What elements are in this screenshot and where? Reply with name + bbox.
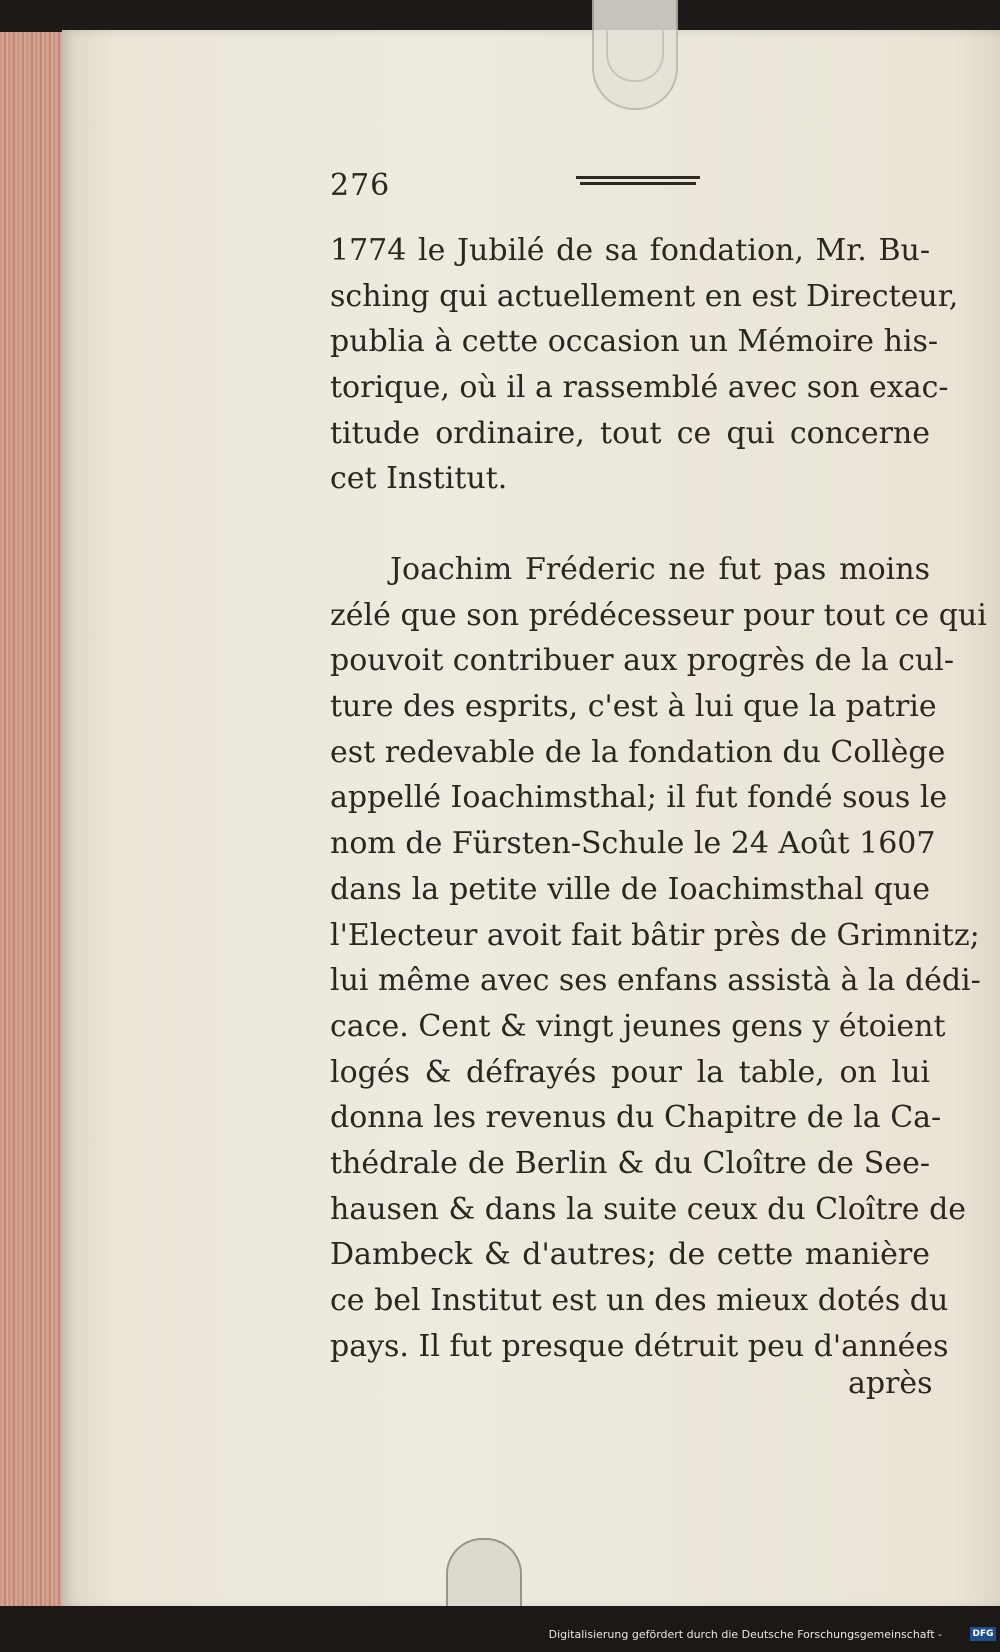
text-line: 1774 le Jubilé de sa fondation, Mr. Bu-	[330, 233, 930, 268]
text-line: ce bel Institut est un des mieux dotés du	[330, 1283, 949, 1318]
text-line: publia à cette occasion un Mémoire his-	[330, 324, 939, 360]
text-line: sching qui actuellement en est Directeur,	[330, 278, 959, 314]
scan-background-top	[0, 0, 1000, 32]
text-line: cace. Cent & vingt jeunes gens y étoient	[330, 1008, 946, 1044]
text-line: ture des esprits, c'est à lui que la patrie	[330, 689, 937, 725]
text-line: appellé Ioachimsthal; il fut fondé sous le	[330, 780, 948, 816]
text-line: pays. Il fut presque détruit peu d'années	[330, 1328, 949, 1364]
text-line: thédrale de Berlin & du Cloître de See-	[330, 1145, 930, 1181]
text-line: dans la petite ville de Ioachimsthal que	[330, 871, 930, 907]
paragraph-1	[330, 228, 959, 502]
book-fore-edge	[0, 32, 66, 1606]
page-number: 276	[330, 168, 391, 203]
text-line: zélé que son prédécesseur pour tout ce qui	[330, 597, 987, 633]
text-line: Dambeck & d'autres; de cette manière	[330, 1237, 930, 1273]
text-line: logés & défrayés pour la table, on lui	[330, 1054, 930, 1090]
text-line: hausen & dans la suite ceux du Cloître de	[330, 1191, 967, 1227]
text-line: donna les revenus du Chapitre de la Ca-	[330, 1100, 942, 1136]
header-ornament	[576, 176, 700, 186]
text-line: est redevable de la fondation du Collège	[330, 734, 946, 770]
digitization-credit: Digitalisierung gefördert durch die Deutsche Forschungsgemeinschaft -	[548, 1628, 942, 1641]
dfg-logo: DFG	[970, 1627, 996, 1641]
bookmark-clip-top-inner	[606, 0, 664, 82]
text-line: nom de Fürsten-Schule le 24 Août 1607	[330, 826, 936, 862]
text-line: lui même avec ses enfans assistà à la dédi-	[330, 963, 981, 999]
catchword: après	[848, 1366, 933, 1401]
text-line: pouvoit contribuer aux progrès de la cul-	[330, 643, 954, 679]
text-line: torique, où il a rassemblé avec son exac-	[330, 370, 949, 406]
paragraph-2	[330, 547, 987, 1369]
text-line: cet Institut.	[330, 461, 508, 497]
text-line: Joachim Fréderic ne fut pas moins	[390, 552, 930, 587]
text-line: l'Electeur avoit fait bâtir près de Grimnitz;	[330, 917, 980, 953]
text-line: titude ordinaire, tout ce qui concerne	[330, 415, 930, 451]
